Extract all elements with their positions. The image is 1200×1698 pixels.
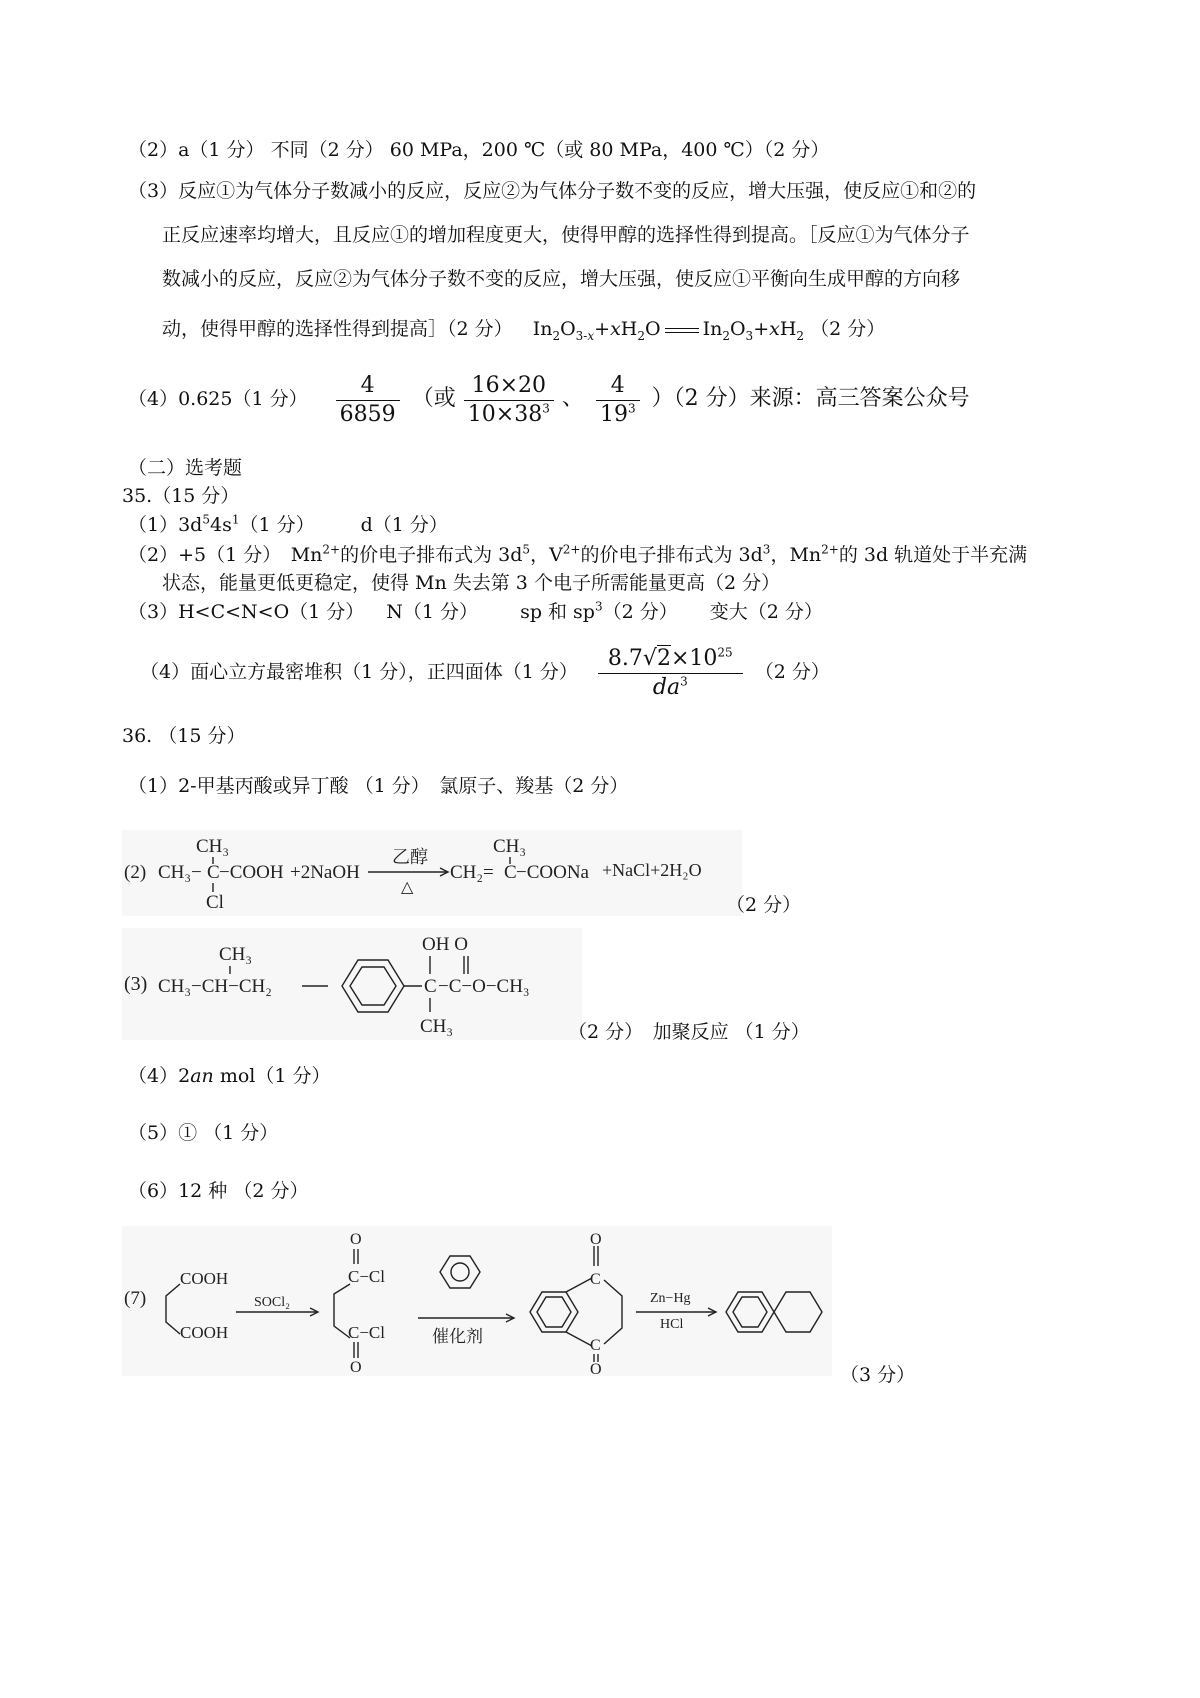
benzene-reagent-icon (440, 1256, 480, 1288)
q35-part3-e: 变大（2 分） (709, 601, 823, 623)
scheme-2-ch3-left: CH₃− (158, 862, 202, 883)
benzene-ring-icon (342, 960, 404, 1012)
fraction-2-den-wrap: $10\times 38^3$ (467, 401, 550, 427)
fraction-2-num: 16×20 (464, 372, 554, 401)
scheme-2-ch3-top: CH₃ (196, 836, 230, 857)
q36-part7-score: （3 分） (840, 1364, 916, 1386)
scheme-3-ch3b: CH₃ (420, 1016, 454, 1037)
q35-part1: $(1)3d^54s^1(1$ 分） d（1 分） (128, 512, 448, 536)
q34-part3-line4 (162, 316, 885, 342)
q34-part4 (128, 368, 970, 432)
q34-part3-line4-text: 动，使得甲醇的选择性得到提高］（2 分） (162, 318, 513, 340)
q35-part4-pre: （4）面心立方最密堆积（1 分），正四面体（1 分） (140, 661, 578, 683)
scheme-2-cooh: −COOH (219, 862, 284, 883)
q34-part4-post: ）（2 分）来源：高三答案公众号 (651, 386, 970, 411)
scheme-7-socl2: SOCl₂ (254, 1295, 291, 1310)
scheme-7-synthesis (122, 1226, 832, 1376)
q36-part3-score: （2 分） 加聚反应 （1 分） (568, 1021, 810, 1043)
fraction-3-den: 19 (599, 401, 628, 427)
fraction-1-num: 4 (336, 372, 400, 401)
q35-part4 (140, 642, 830, 706)
q34-part2: （2）a（1 分） 不同（2 分） 60 MPa，200 ℃（或 80 MPa，400 ℃）（2 分） (128, 139, 830, 161)
fraction-1-den: 6859 (339, 401, 396, 427)
scheme-7-catalyst: 催化剂 (432, 1327, 483, 1346)
q36-part6: （6）12 种 （2 分） (128, 1180, 309, 1202)
q35-part3 (128, 599, 823, 625)
scheme-7-ring-c-bot: C (590, 1337, 601, 1354)
fraction-2-den: 10×38 (467, 401, 543, 427)
scheme-3-structure (122, 928, 582, 1040)
section-title: （二）选考题 (128, 457, 243, 479)
scheme-2-prod-ch3: CH₃ (493, 836, 527, 857)
scheme-7-label: (7) (124, 1288, 147, 1309)
density-num: $8.7√2\times 10^{25}$ (598, 645, 743, 674)
fraction-3 (596, 372, 640, 429)
scheme-2-coona: −COONa (516, 862, 589, 883)
q34-part3-line3: 数减小的反应，反应②为气体分子数不变的反应，增大压强，使反应①平衡向生成甲醇的方向移 (162, 268, 961, 290)
scheme-7-hcl: HCl (660, 1317, 684, 1332)
q35-heading: 35.（15 分） (122, 485, 240, 507)
q34-part3-line1: （3）反应①为气体分子数减小的反应，反应②为气体分子数不变的反应，增大压强，使反应①和②的 (128, 180, 977, 202)
scheme-7-o-top: O (350, 1231, 362, 1248)
q35-part4-post: （2 分） (754, 661, 830, 683)
q34-part4-pre: （4）0.625（1 分） (128, 388, 308, 410)
scheme-2-cond-top: 乙醇 (392, 847, 428, 867)
fraction-2 (464, 372, 554, 429)
q34-part4-or: （或 (411, 386, 456, 411)
q35-part1-score: （1 分） (239, 514, 315, 536)
q35-part3-a: （3）H<C<N<O（1 分） (128, 601, 365, 623)
scheme-2-byprod: +NaCl+2H₂O (602, 860, 702, 880)
q35-part3-c: sp 和 $sp^3$ (520, 599, 603, 623)
q36-part5: （5）① （1 分） (128, 1122, 279, 1144)
scheme-7-cocl-top: C−Cl (348, 1267, 385, 1286)
q34-part4-sep: 、 (561, 386, 584, 411)
scheme-7-cooh-top: COOH (180, 1269, 229, 1288)
q35-part1-d: d（1 分） (360, 514, 448, 536)
scheme-2-prod-c: C (504, 862, 517, 883)
q34-equation: $In_2O_{3-x}+xH_2O$ $In_2O_3+xH_2$ (532, 318, 805, 343)
scheme-7-cooh-bot: COOH (180, 1323, 229, 1342)
scheme-2-ch2: CH₂= (450, 862, 494, 883)
q36-part1: （1）2-甲基丙酸或异丁酸 （1 分） 氯原子、羧基（2 分） (128, 775, 629, 797)
q36-heading: 36. （15 分） (122, 725, 246, 747)
q36-part2-score: （2 分） (726, 894, 802, 916)
scheme-2-c: C (207, 862, 220, 883)
scheme-3-label: (3) (124, 973, 148, 995)
density-fraction (598, 645, 743, 702)
scheme-7-ring-o-bot: O (590, 1361, 602, 1376)
fraction-3-den-wrap: $19^3$ (599, 401, 636, 427)
scheme-7-znhg: Zn−Hg (650, 1291, 691, 1306)
q34-equation-score: （2 分） (810, 318, 886, 340)
fraction-1 (336, 372, 400, 429)
scheme-3-oh-o: OH O (422, 934, 468, 955)
q35-part2-line2: 状态，能量更低更稳定，使得 Mn 失去第 3 个电子所需能量更高（2 分） (162, 572, 781, 594)
scheme-2-cl: Cl (206, 892, 224, 913)
q35-part3-b: N（1 分） (386, 601, 479, 623)
scheme-7-cocl-bot: C−Cl (348, 1323, 385, 1342)
scheme-2-reaction (122, 830, 742, 916)
density-den: $da^3$ (652, 674, 688, 700)
scheme-3-ch3a: CH₃ (219, 944, 253, 965)
q35-part3-d: （2 分） (602, 601, 678, 623)
fraction-3-num: 4 (596, 372, 640, 401)
scheme-3-chain: CH₃−CH−CH₂ (158, 976, 272, 997)
scheme-3-c2: −C−O−CH₃ (438, 976, 530, 997)
q35-part2-line1: （2）+5（1 分） $Mn^{2+}$的价电子排布式为 $3d^5$，$V^{2+}$的价电子排布式为 $3d^3$，$Mn^{2+}$的 3d 轨道处于半充满 (128, 542, 1028, 566)
q36-part4: （4）2an mol（1 分） (128, 1065, 331, 1087)
scheme-7-ring-c-top: C (590, 1271, 601, 1288)
scheme-3-c1: C (424, 976, 437, 997)
q36-part4-tail: mol（1 分） (219, 1065, 331, 1087)
scheme-7-ring-o-top: O (590, 1231, 602, 1248)
scheme-2-label: (2) (124, 862, 147, 883)
scheme-2-naoh: +2NaOH (290, 862, 360, 883)
q34-part3-line2: 正反应速率均增大，且反应①的增加程度更大，使得甲醇的选择性得到提高。［反应①为气体分子 (162, 224, 970, 246)
scheme-2-cond-bot: △ (401, 879, 414, 896)
scheme-7-o-bot: O (350, 1359, 362, 1376)
